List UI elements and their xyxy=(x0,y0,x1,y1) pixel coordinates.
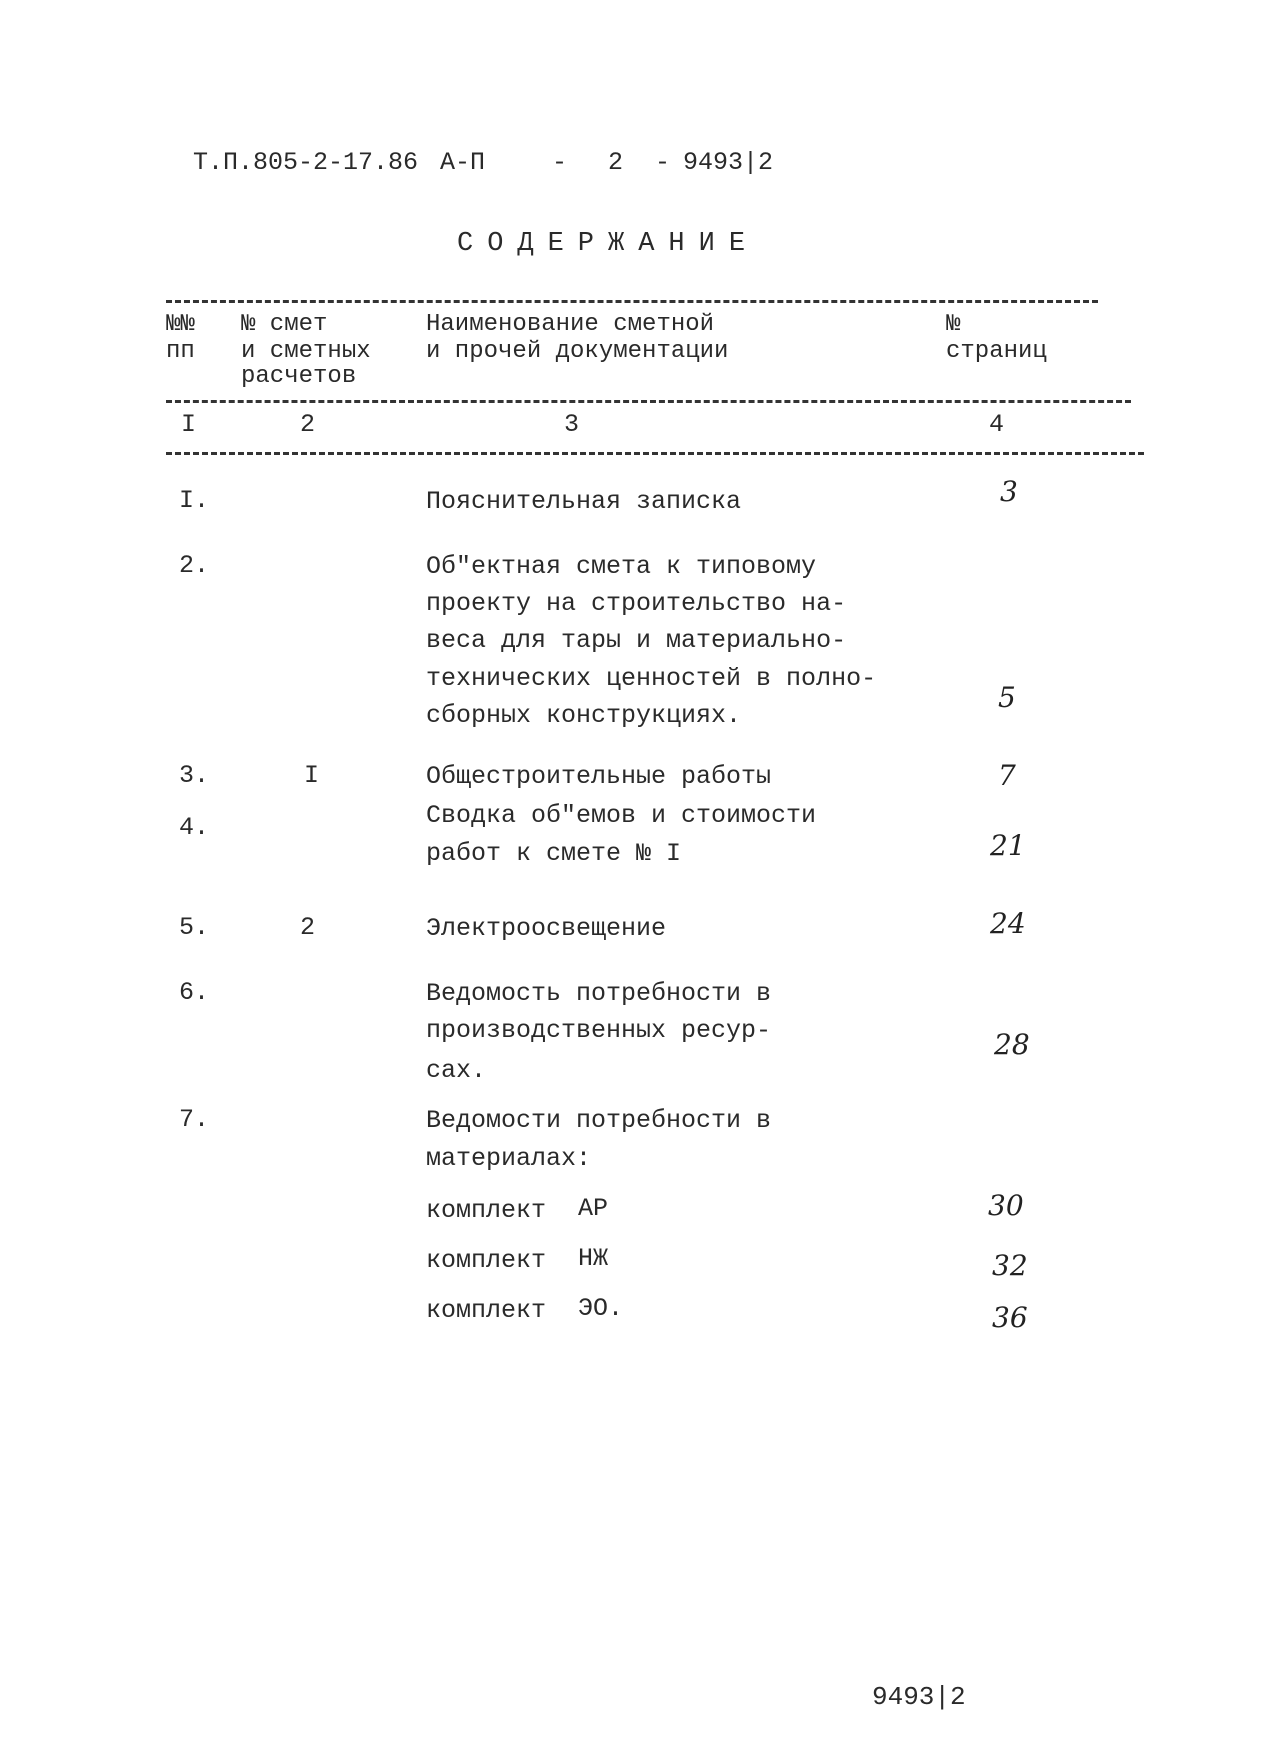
col2-header-line: расчетов xyxy=(241,363,357,390)
set-code: АР xyxy=(578,1194,609,1223)
separator: - xyxy=(655,148,671,177)
col4-header-line: № xyxy=(946,311,961,338)
row-text-line: веса для тары и материально- xyxy=(426,626,847,655)
row-page: 5 xyxy=(998,681,1016,714)
row-page: 3 xyxy=(1000,475,1018,508)
album-code: А-П xyxy=(440,148,486,177)
row-text-line: материалах: xyxy=(426,1144,592,1173)
row-number: 7. xyxy=(179,1105,210,1134)
col1-header-line: пп xyxy=(166,338,195,365)
volume-number: 2 xyxy=(608,148,624,177)
row-text-line: проекту на строительство на- xyxy=(426,589,847,618)
set-code: НЖ xyxy=(578,1244,609,1273)
row-number: I. xyxy=(179,486,210,515)
row-text-line: Сводка об"емов и стоимости xyxy=(426,801,817,830)
row-number: 3. xyxy=(179,761,210,790)
set-page: 30 xyxy=(988,1189,1024,1222)
col-number: 2 xyxy=(300,410,316,439)
row-text-line: технических ценностей в полно- xyxy=(426,664,877,693)
row-number: 4. xyxy=(179,813,210,842)
col2-header-line: № смет xyxy=(241,311,328,338)
separator: - xyxy=(552,148,568,177)
row-text-line: работ к смете № I xyxy=(426,839,682,868)
row-text-line: Ведомость потребности в xyxy=(426,979,772,1008)
col1-header-line: №№ xyxy=(166,311,195,338)
divider xyxy=(166,452,1144,455)
set-page: 36 xyxy=(992,1301,1028,1334)
set-label: комплект xyxy=(426,1246,547,1275)
col3-header-line: Наименование сметной xyxy=(426,311,715,338)
row-page: 28 xyxy=(994,1028,1030,1061)
project-code: Т.П.805-2-17.86 xyxy=(193,148,419,177)
col-number: 4 xyxy=(989,410,1005,439)
set-label: комплект xyxy=(426,1296,547,1325)
set-page: 32 xyxy=(992,1249,1028,1282)
row-number: 2. xyxy=(179,551,210,580)
row-page: 24 xyxy=(990,907,1026,940)
row-estimate: 2 xyxy=(300,913,316,942)
row-text-line: производственных ресур- xyxy=(426,1016,772,1045)
divider xyxy=(166,400,1131,403)
row-text-line: сборных конструкциях. xyxy=(426,701,742,730)
divider xyxy=(166,300,1098,303)
col-number: I xyxy=(181,410,197,439)
inventory-number: 9493|2 xyxy=(683,148,774,177)
row-estimate: I xyxy=(304,761,320,790)
col-number: 3 xyxy=(564,410,580,439)
row-number: 5. xyxy=(179,913,210,942)
row-page: 21 xyxy=(990,829,1026,862)
row-text-line: Пояснительная записка xyxy=(426,487,742,516)
row-page: 7 xyxy=(998,759,1016,792)
set-code: ЭО. xyxy=(578,1294,624,1323)
row-number: 6. xyxy=(179,978,210,1007)
row-text-line: Об"ектная смета к типовому xyxy=(426,552,817,581)
row-text-line: сах. xyxy=(426,1056,487,1085)
row-text-line: Электроосвещение xyxy=(426,914,667,943)
col3-header-line: и прочей документации xyxy=(426,338,729,365)
col4-header-line: страниц xyxy=(946,338,1047,365)
row-text-line: Ведомости потребности в xyxy=(426,1106,772,1135)
set-label: комплект xyxy=(426,1196,547,1225)
footer-inventory-number: 9493|2 xyxy=(872,1682,966,1712)
col2-header-line: и сметных xyxy=(241,338,371,365)
page-title: СОДЕРЖАНИЕ xyxy=(457,229,760,259)
row-text-line: Общестроительные работы xyxy=(426,762,772,791)
